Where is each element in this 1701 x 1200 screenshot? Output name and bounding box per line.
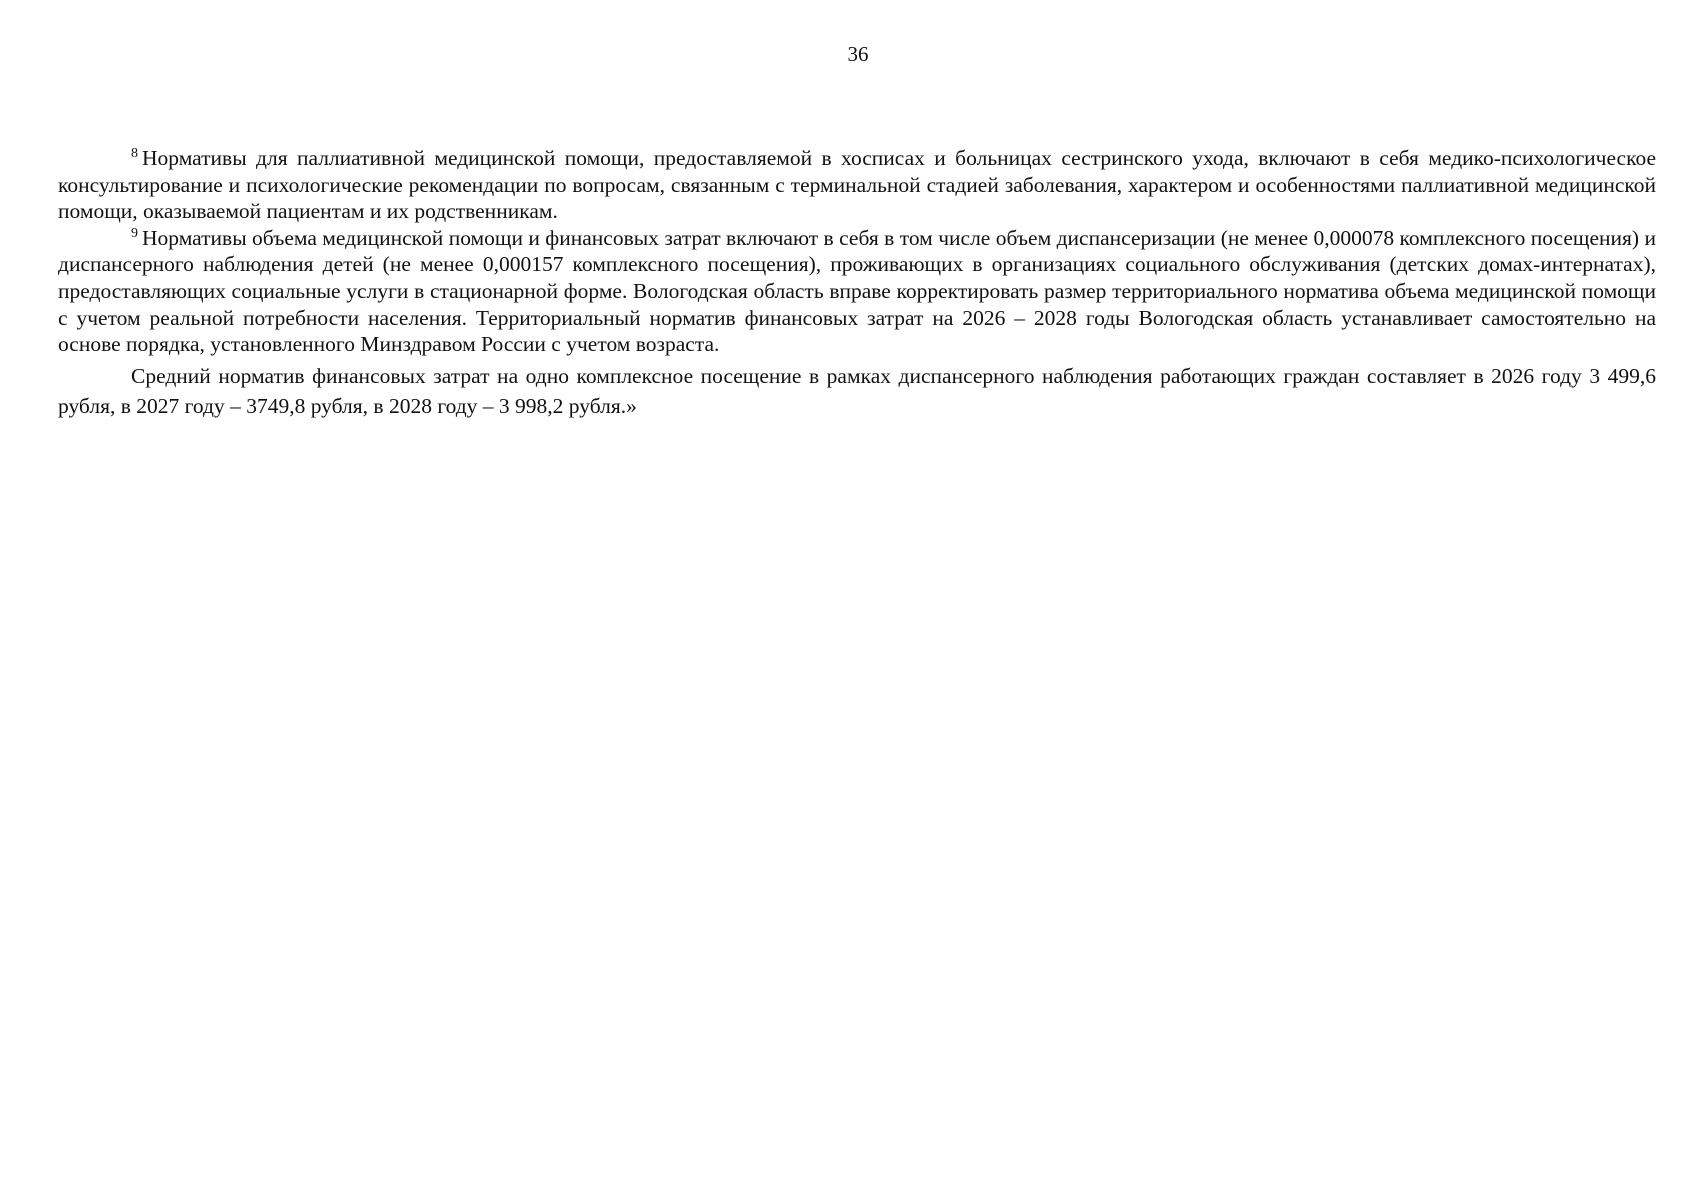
footnote-mark: 9 (131, 225, 138, 241)
closing-paragraph: Средний норматив финансовых затрат на одно комплексное посещение в рамках диспансерного наблюдения работающих граждан составляет в 2026 году 3 499,6 рубля, в 2027 году – 3749,8 рубля, в 2028 году – 3 998,2 рубля.» (58, 363, 1656, 418)
footnote-8 (58, 145, 1656, 225)
footnote-9 (58, 225, 1656, 358)
page-number: 36 (847, 42, 869, 66)
footnote-text: Нормативы объема медицинской помощи и финансовых затрат включают в себя в том числе объем диспансеризации (не менее 0,000078 комплексного посещения) и диспансерного наблюдения детей (не менее 0,000157 комплексного посещения), проживающих в организациях социального обслуживания (детских домах-интернатах), предоставляющих социальные услуги в стационарной форме. Вологодская область вправе корректировать размер территориального норматива объема медицинской помощи с учетом реальной потребности населения. Территориальный норматив финансовых затрат на 2026 – 2028 годы Вологодская область устанавливает самостоятельно на основе порядка, установленного Минздравом России с учетом возраста. (58, 225, 1656, 357)
footnote-mark: 8 (131, 146, 138, 161)
document-body (58, 145, 1656, 421)
footnote-text: Нормативы для паллиативной медицинской помощи, предоставляемой в хосписах и больницах сестринского ухода, включают в себя медико-психологическое консультирование и психологические рекомендации по вопросам, связанным с терминальной стадией заболевания, характером и особенностями паллиативной медицинской помощи, оказываемой пациентам и их родственникам. (58, 146, 1656, 224)
